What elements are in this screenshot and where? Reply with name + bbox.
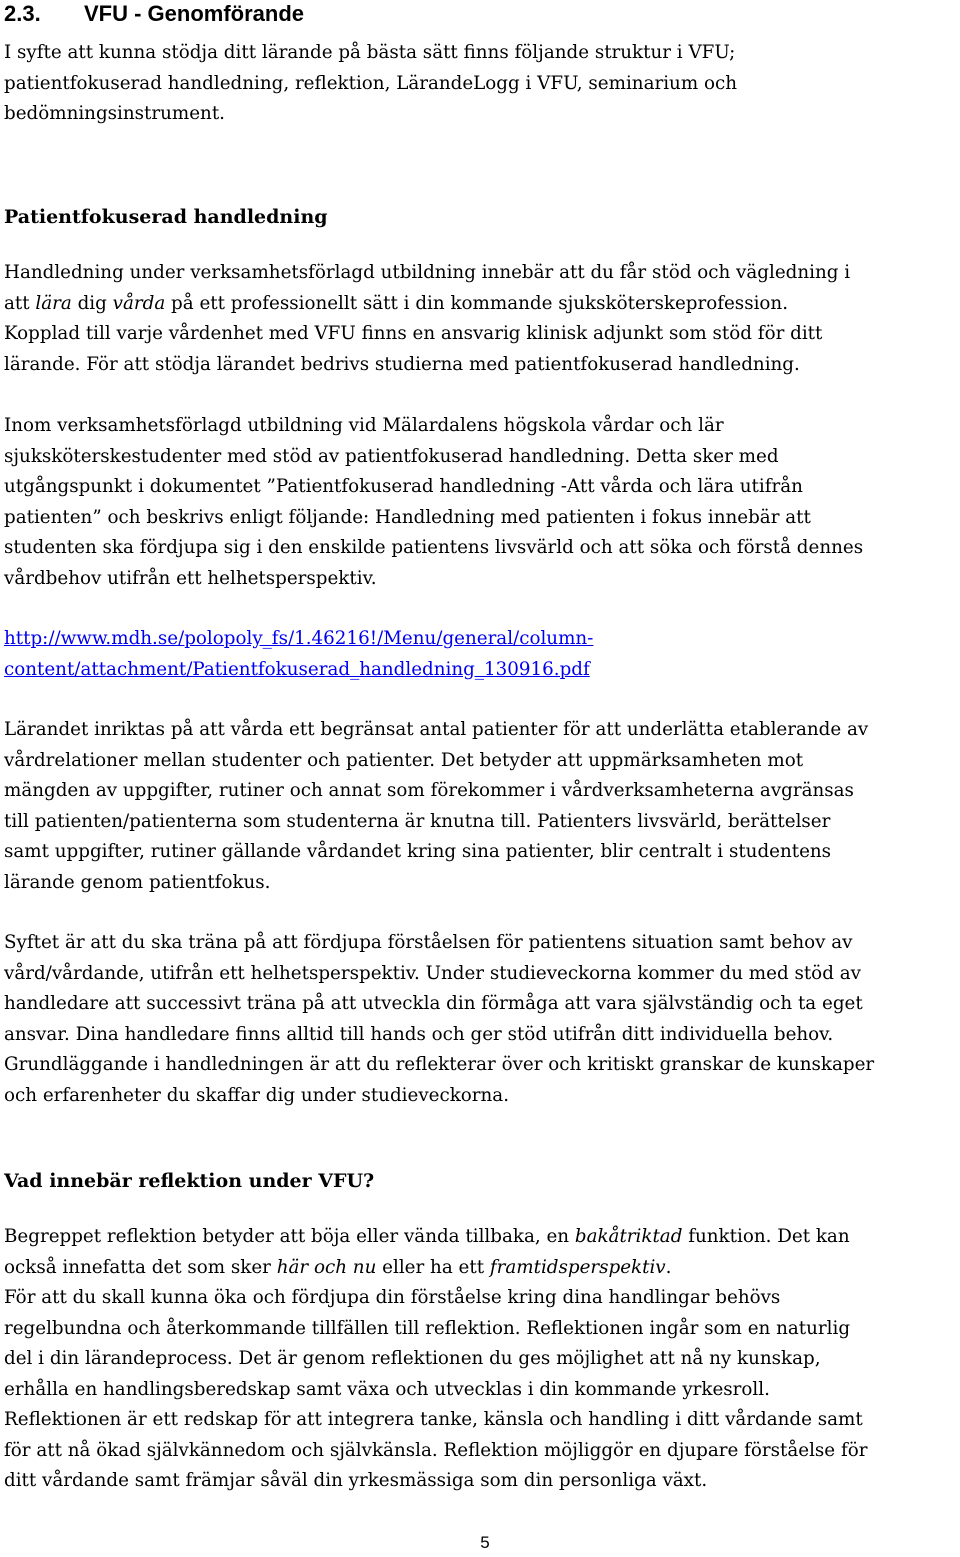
text-line: del i din lärandeprocess. Det är genom reflektionen du ges möjlighet att nå ny kunskap, <box>4 1348 821 1369</box>
text-line: ansvar. Dina handledare finns alltid till hands och ger stöd utifrån ditt individuella behov. <box>4 1023 834 1045</box>
text-line: Reflektionen är ett redskap för att integrera tanke, känsla och handling i ditt vårdande samt <box>4 1409 863 1430</box>
reference-link-line-2[interactable]: content/attachment/Patientfokuserad_handledning_130916.pdf <box>4 658 590 680</box>
text-line: vård/vårdande, utifrån ett helhetsperspektiv. Under studieveckorna kommer du med stöd av <box>4 962 861 984</box>
reflektion-paragraph-2 <box>4 1283 954 1497</box>
text-line: samt uppgifter, rutiner gällande vårdandet kring sina patienter, blir centralt i studentens <box>4 841 832 862</box>
reference-link-line-1[interactable]: http://www.mdh.se/polopoly_fs/1.46216!/Menu/general/column- <box>4 628 594 649</box>
text-line: erhålla en handlingsberedskap samt växa och utvecklas i din kommande yrkesroll. <box>4 1378 770 1400</box>
handledning-paragraph-3 <box>4 715 954 898</box>
handledning-paragraph-1 <box>4 258 954 380</box>
text-line: I syfte att kunna stödja ditt lärande på bästa sätt finns följande struktur i VFU; <box>4 42 736 63</box>
handledning-paragraph-2 <box>4 411 954 594</box>
emphasis-text: lära <box>35 292 72 314</box>
text-line: lärande genom patientfokus. <box>4 871 271 893</box>
emphasis-text: framtidsperspektiv <box>489 1256 666 1278</box>
text-line: vårdbehov utifrån ett helhetsperspektiv. <box>4 567 377 589</box>
text-line: också innefatta det som sker här och nu eller ha ett framtidsperspektiv. <box>4 1256 672 1278</box>
section-number: 2.3. <box>4 1 41 26</box>
text-line: mängden av uppgifter, rutiner och annat som förekommer i vårdverksamheterna avgränsas <box>4 780 854 801</box>
text-line: Syftet är att du ska träna på att fördjupa förståelsen för patientens situation samt behov av <box>4 932 853 953</box>
text-line: Handledning under verksamhetsförlagd utbildning innebär att du får stöd och vägledning i <box>4 262 851 283</box>
text-line: till patienten/patienterna som studenterna är knutna till. Patienters livsvärld, berättelser <box>4 810 831 832</box>
text-line: vårdrelationer mellan studenter och patienter. Det betyder att uppmärksamheten mot <box>4 749 804 771</box>
emphasis-text: bakåtriktad <box>574 1226 683 1247</box>
intro-paragraph <box>4 38 954 130</box>
section-title: VFU - Genomförande <box>84 1 305 26</box>
page-number: 5 <box>480 1533 490 1552</box>
text-line: Begreppet reflektion betyder att böja eller vända tillbaka, en bakåtriktad funktion. Det kan <box>4 1226 850 1247</box>
text-line: för att nå ökad självkännedom och självkänsla. Reflektion möjliggör en djupare förståelse för <box>4 1439 868 1461</box>
text-line: regelbundna och återkommande tillfällen till reflektion. Reflektionen ingår som en naturlig <box>4 1317 851 1339</box>
text-line: patienten” och beskrivs enligt följande: Handledning med patienten i fokus innebär att <box>4 506 811 528</box>
subsection-heading-reflektion: Vad innebär reflektion under VFU? <box>4 1170 375 1192</box>
text-line: att lära dig vårda på ett professionellt sätt i din kommande sjuksköterskeprofession. <box>4 292 789 314</box>
emphasis-text: här och nu <box>276 1256 377 1278</box>
text-line: Lärandet inriktas på att vårda ett begränsat antal patienter för att underlätta etablerande av <box>4 719 869 740</box>
reflektion-paragraph-1 <box>4 1222 954 1283</box>
text-line: sjuksköterskestudenter med stöd av patientfokuserad handledning. Detta sker med <box>4 445 779 467</box>
subsection-heading-handledning: Patientfokuserad handledning <box>4 206 328 228</box>
text-line: patientfokuserad handledning, reflektion, LärandeLogg i VFU, seminarium och <box>4 72 737 94</box>
text-line: och erfarenheter du skaffar dig under studieveckorna. <box>4 1084 510 1106</box>
emphasis-text: vårda <box>112 292 166 314</box>
handledning-paragraph-4 <box>4 928 954 1111</box>
text-line: utgångspunkt i dokumentet ”Patientfokuserad handledning -Att vårda och lära utifrån <box>4 476 803 497</box>
text-line: lärande. För att stödja lärandet bedrivs studierna med patientfokuserad handledning. <box>4 353 800 375</box>
reference-link-block[interactable] <box>4 624 954 685</box>
text-line: ditt vårdande samt främjar såväl din yrkesmässiga som din personliga växt. <box>4 1470 708 1491</box>
text-line: studenten ska fördjupa sig i den enskilde patientens livsvärld och att söka och förstå dennes <box>4 537 864 558</box>
text-line: handledare att successivt träna på att utveckla din förmåga att vara självständig och ta eget <box>4 993 863 1014</box>
section-heading <box>4 0 304 28</box>
text-line: Grundläggande i handledningen är att du reflekterar över och kritiskt granskar de kunskaper <box>4 1054 875 1075</box>
text-line: Kopplad till varje vårdenhet med VFU finns en ansvarig klinisk adjunkt som stöd för ditt <box>4 323 823 344</box>
text-line: Inom verksamhetsförlagd utbildning vid Mälardalens högskola vårdar och lär <box>4 415 724 436</box>
text-line: För att du skall kunna öka och fördjupa din förståelse kring dina handlingar behövs <box>4 1287 781 1308</box>
text-line: bedömningsinstrument. <box>4 103 225 124</box>
